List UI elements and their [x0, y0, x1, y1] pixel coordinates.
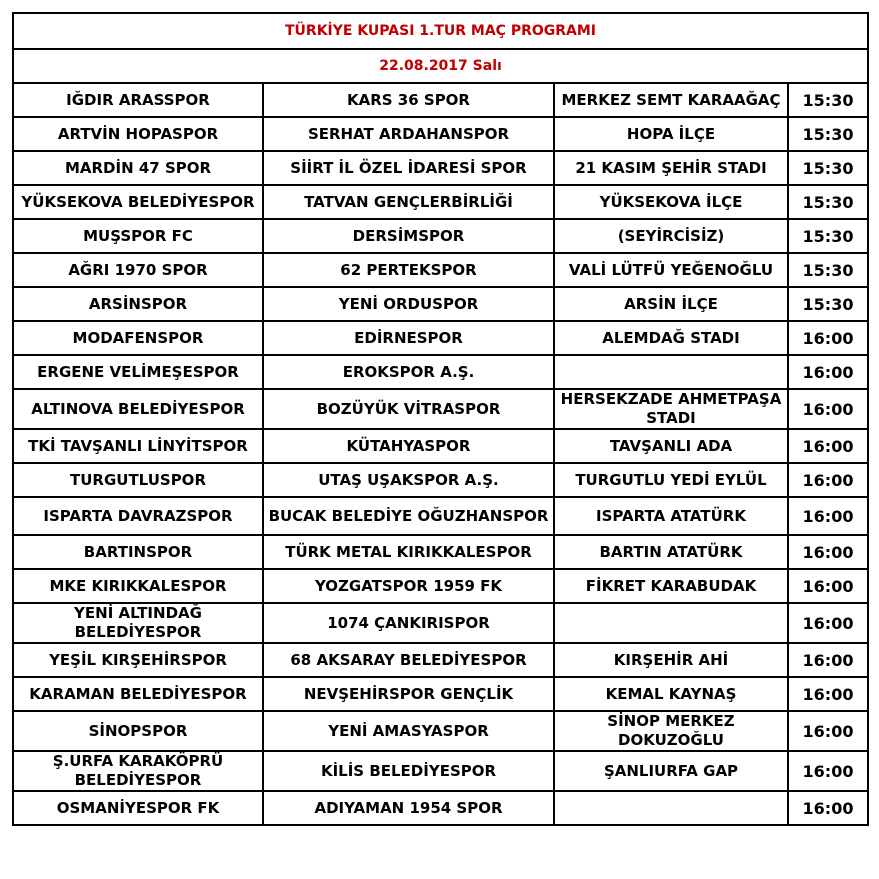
kickoff-time-cell: 16:00	[788, 791, 868, 825]
kickoff-time-cell: 16:00	[788, 643, 868, 677]
away-team-cell: DERSİMSPOR	[263, 219, 554, 253]
table-row	[13, 791, 868, 825]
table-row	[13, 429, 868, 463]
away-team-cell: EROKSPOR A.Ş.	[263, 355, 554, 389]
kickoff-time-cell: 15:30	[788, 219, 868, 253]
venue-cell: 21 KASIM ŞEHİR STADI	[554, 151, 788, 185]
venue-cell	[554, 791, 788, 825]
home-team-cell: KARAMAN BELEDİYESPOR	[13, 677, 263, 711]
venue-cell	[554, 355, 788, 389]
away-team-cell: KARS 36 SPOR	[263, 83, 554, 117]
kickoff-time-cell: 16:00	[788, 463, 868, 497]
table-row	[13, 569, 868, 603]
table-row	[13, 677, 868, 711]
fixture-table	[12, 12, 869, 826]
table-row	[13, 603, 868, 643]
home-team-cell: MKE KIRIKKALESPOR	[13, 569, 263, 603]
table-row	[13, 497, 868, 535]
table-row	[13, 117, 868, 151]
away-team-cell: TÜRK METAL KIRIKKALESPOR	[263, 535, 554, 569]
away-team-cell: NEVŞEHİRSPOR GENÇLİK	[263, 677, 554, 711]
away-team-cell: 62 PERTEKSPOR	[263, 253, 554, 287]
away-team-cell: SİİRT İL ÖZEL İDARESİ SPOR	[263, 151, 554, 185]
venue-cell: ARSİN İLÇE	[554, 287, 788, 321]
table-row	[13, 253, 868, 287]
kickoff-time-cell: 16:00	[788, 389, 868, 429]
venue-cell: SİNOP MERKEZ DOKUZOĞLU	[554, 711, 788, 751]
home-team-cell: ALTINOVA BELEDİYESPOR	[13, 389, 263, 429]
venue-cell: TURGUTLU YEDİ EYLÜL	[554, 463, 788, 497]
venue-cell: HERSEKZADE AHMETPAŞA STADI	[554, 389, 788, 429]
venue-cell: KIRŞEHİR AHİ	[554, 643, 788, 677]
match-date: 22.08.2017 Salı	[13, 49, 868, 83]
home-team-cell: ARTVİN HOPASPOR	[13, 117, 263, 151]
home-team-cell: YEŞİL KIRŞEHİRSPOR	[13, 643, 263, 677]
kickoff-time-cell: 16:00	[788, 429, 868, 463]
venue-cell: ALEMDAĞ STADI	[554, 321, 788, 355]
home-team-cell: ERGENE VELİMEŞESPOR	[13, 355, 263, 389]
table-row	[13, 711, 868, 751]
home-team-cell: MUŞSPOR FC	[13, 219, 263, 253]
table-title: TÜRKİYE KUPASI 1.TUR MAÇ PROGRAMI	[13, 13, 868, 49]
date-row	[13, 49, 868, 83]
away-team-cell: 1074 ÇANKIRISPOR	[263, 603, 554, 643]
kickoff-time-cell: 16:00	[788, 677, 868, 711]
venue-cell: ŞANLIURFA GAP	[554, 751, 788, 791]
away-team-cell: SERHAT ARDAHANSPOR	[263, 117, 554, 151]
fixture-table-body	[13, 13, 868, 825]
venue-cell: TAVŞANLI ADA	[554, 429, 788, 463]
away-team-cell: KÜTAHYASPOR	[263, 429, 554, 463]
kickoff-time-cell: 15:30	[788, 151, 868, 185]
kickoff-time-cell: 16:00	[788, 497, 868, 535]
home-team-cell: TKİ TAVŞANLI LİNYİTSPOR	[13, 429, 263, 463]
away-team-cell: TATVAN GENÇLERBİRLİĞİ	[263, 185, 554, 219]
venue-cell	[554, 603, 788, 643]
home-team-cell: MARDİN 47 SPOR	[13, 151, 263, 185]
venue-cell: FİKRET KARABUDAK	[554, 569, 788, 603]
home-team-cell: BARTINSPOR	[13, 535, 263, 569]
kickoff-time-cell: 16:00	[788, 355, 868, 389]
title-row	[13, 13, 868, 49]
table-row	[13, 219, 868, 253]
table-row	[13, 83, 868, 117]
away-team-cell: 68 AKSARAY BELEDİYESPOR	[263, 643, 554, 677]
kickoff-time-cell: 15:30	[788, 117, 868, 151]
table-row	[13, 535, 868, 569]
kickoff-time-cell: 16:00	[788, 321, 868, 355]
home-team-cell: SİNOPSPOR	[13, 711, 263, 751]
table-row	[13, 151, 868, 185]
away-team-cell: YENİ ORDUSPOR	[263, 287, 554, 321]
table-row	[13, 185, 868, 219]
home-team-cell: YÜKSEKOVA BELEDİYESPOR	[13, 185, 263, 219]
table-row	[13, 389, 868, 429]
home-team-cell: TURGUTLUSPOR	[13, 463, 263, 497]
home-team-cell: YENİ ALTINDAĞ BELEDİYESPOR	[13, 603, 263, 643]
venue-cell: BARTIN ATATÜRK	[554, 535, 788, 569]
fixture-document	[12, 12, 867, 826]
away-team-cell: BUCAK BELEDİYE OĞUZHANSPOR	[263, 497, 554, 535]
kickoff-time-cell: 15:30	[788, 185, 868, 219]
kickoff-time-cell: 16:00	[788, 603, 868, 643]
table-row	[13, 287, 868, 321]
home-team-cell: AĞRI 1970 SPOR	[13, 253, 263, 287]
away-team-cell: BOZÜYÜK VİTRASPOR	[263, 389, 554, 429]
table-row	[13, 355, 868, 389]
venue-cell: (SEYİRCİSİZ)	[554, 219, 788, 253]
away-team-cell: EDİRNESPOR	[263, 321, 554, 355]
away-team-cell: UTAŞ UŞAKSPOR A.Ş.	[263, 463, 554, 497]
away-team-cell: KİLİS BELEDİYESPOR	[263, 751, 554, 791]
kickoff-time-cell: 15:30	[788, 287, 868, 321]
kickoff-time-cell: 15:30	[788, 83, 868, 117]
venue-cell: HOPA İLÇE	[554, 117, 788, 151]
kickoff-time-cell: 16:00	[788, 751, 868, 791]
venue-cell: ISPARTA ATATÜRK	[554, 497, 788, 535]
kickoff-time-cell: 16:00	[788, 711, 868, 751]
home-team-cell: ISPARTA DAVRAZSPOR	[13, 497, 263, 535]
home-team-cell: ARSİNSPOR	[13, 287, 263, 321]
venue-cell: KEMAL KAYNAŞ	[554, 677, 788, 711]
table-row	[13, 463, 868, 497]
venue-cell: MERKEZ SEMT KARAAĞAÇ	[554, 83, 788, 117]
home-team-cell: Ş.URFA KARAKÖPRÜ BELEDİYESPOR	[13, 751, 263, 791]
kickoff-time-cell: 16:00	[788, 535, 868, 569]
venue-cell: VALİ LÜTFÜ YEĞENOĞLU	[554, 253, 788, 287]
home-team-cell: OSMANİYESPOR FK	[13, 791, 263, 825]
table-row	[13, 751, 868, 791]
kickoff-time-cell: 16:00	[788, 569, 868, 603]
home-team-cell: MODAFENSPOR	[13, 321, 263, 355]
table-row	[13, 321, 868, 355]
table-row	[13, 643, 868, 677]
venue-cell: YÜKSEKOVA İLÇE	[554, 185, 788, 219]
away-team-cell: YOZGATSPOR 1959 FK	[263, 569, 554, 603]
home-team-cell: IĞDIR ARASSPOR	[13, 83, 263, 117]
away-team-cell: YENİ AMASYASPOR	[263, 711, 554, 751]
away-team-cell: ADIYAMAN 1954 SPOR	[263, 791, 554, 825]
kickoff-time-cell: 15:30	[788, 253, 868, 287]
